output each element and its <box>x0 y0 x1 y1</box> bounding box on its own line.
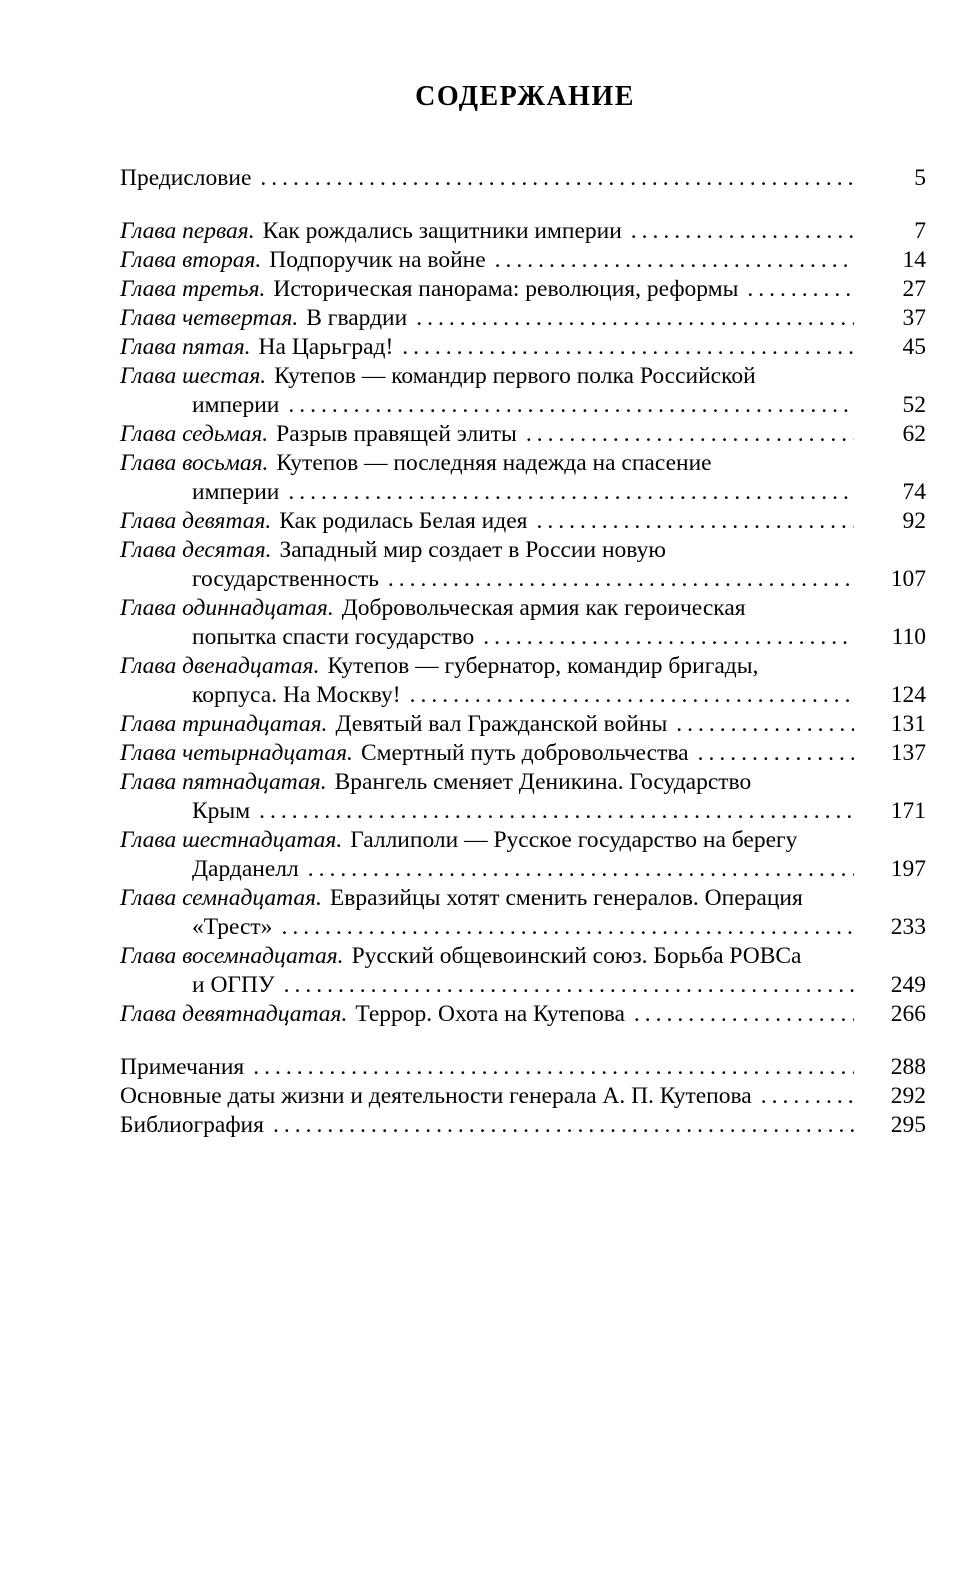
chapter-name: Глава шестая. <box>120 363 267 389</box>
page-number: 197 <box>890 856 926 882</box>
toc-entry <box>120 710 930 739</box>
toc-line <box>120 333 930 362</box>
entry-title: империи <box>192 392 280 418</box>
page-number: 92 <box>902 508 926 534</box>
dot-leader <box>288 478 854 507</box>
entry-title: Разрыв правящей элиты <box>276 421 517 447</box>
chapter-name: Глава девятая. <box>120 508 272 534</box>
toc-entry <box>120 507 930 536</box>
toc-entry <box>120 536 930 594</box>
dot-leader <box>698 739 854 768</box>
toc-line <box>120 246 930 275</box>
toc-entry <box>120 652 930 710</box>
page-number: 266 <box>890 1001 926 1027</box>
dot-leader <box>747 275 854 304</box>
toc-line <box>120 536 930 565</box>
dot-leader <box>634 1000 854 1029</box>
entry-title: Террор. Охота на Кутепова <box>355 1001 625 1027</box>
toc-line <box>120 797 930 826</box>
toc-line <box>120 420 930 449</box>
toc-line <box>120 1111 930 1140</box>
entry-title: Как родилась Белая идея <box>279 508 528 534</box>
chapter-name: Глава восемнадцатая. <box>120 943 344 969</box>
chapter-name: Глава семнадцатая. <box>120 885 322 911</box>
entry-title: Основные даты жизни и деятельности генерала А. П. Кутепова <box>120 1083 752 1109</box>
toc-entry <box>120 333 930 362</box>
entry-title: попытка спасти государство <box>192 624 475 650</box>
entry-title: Историческая панорама: революция, реформы <box>273 276 739 302</box>
entry-title: Дарданелл <box>192 856 299 882</box>
toc-entry <box>120 275 930 304</box>
dot-leader <box>253 1053 854 1082</box>
page-number: 292 <box>890 1083 926 1109</box>
toc-entry <box>120 164 930 193</box>
entry-title: Предисловие <box>120 165 252 191</box>
toc-entry <box>120 449 930 507</box>
chapter-name: Глава двенадцатая. <box>120 653 320 679</box>
entry-title: государственность <box>192 566 379 592</box>
toc-line <box>120 913 930 942</box>
toc-entry <box>120 362 930 420</box>
toc-entry <box>120 884 930 942</box>
dot-leader <box>259 797 854 826</box>
toc-entry <box>120 304 930 333</box>
chapter-name: Глава пятая. <box>120 334 251 360</box>
chapter-name: Глава шестнадцатая. <box>120 827 343 853</box>
chapter-name: Глава десятая. <box>120 537 272 563</box>
page-number: 74 <box>902 479 926 505</box>
page-number: 110 <box>891 624 926 650</box>
toc-line <box>120 507 930 536</box>
dot-leader <box>526 420 854 449</box>
toc-entry <box>120 1082 930 1111</box>
entry-title: Подпоручик на войне <box>269 247 486 273</box>
toc-line <box>120 478 930 507</box>
toc-entry <box>120 942 930 1000</box>
dot-leader <box>761 1082 854 1111</box>
entry-title: и ОГПУ <box>192 972 275 998</box>
entry-title: В гвардии <box>306 305 408 331</box>
toc-entry <box>120 739 930 768</box>
toc-line <box>120 739 930 768</box>
entry-title: Как рождались защитники империи <box>262 218 622 244</box>
dot-leader <box>281 913 854 942</box>
dot-leader <box>483 623 854 652</box>
toc-line <box>120 391 930 420</box>
page-number: 233 <box>890 914 926 940</box>
page-number: 37 <box>902 305 926 331</box>
page-number: 124 <box>890 682 926 708</box>
toc-line <box>120 623 930 652</box>
dot-leader <box>416 304 854 333</box>
entry-title: Смертный путь добровольчества <box>360 740 689 766</box>
page-number: 62 <box>902 421 926 447</box>
entry-title: Врангель сменяет Деникина. Государство <box>334 769 752 795</box>
page-number: 14 <box>902 247 926 273</box>
entry-title: Девятый вал Гражданской войны <box>335 711 668 737</box>
toc-line <box>120 217 930 246</box>
toc-entries <box>120 164 930 1140</box>
entry-title: На Царьград! <box>258 334 394 360</box>
entry-title: Кутепов — губернатор, командир бригады, <box>327 653 759 679</box>
page-number: 137 <box>890 740 926 766</box>
toc-entry <box>120 1053 930 1082</box>
toc-line <box>120 942 930 971</box>
toc-line <box>120 275 930 304</box>
chapter-name: Глава восьмая. <box>120 450 269 476</box>
dot-leader <box>260 164 854 193</box>
page-number: 27 <box>902 276 926 302</box>
toc-entry <box>120 768 930 826</box>
toc-line <box>120 1000 930 1029</box>
toc-line <box>120 362 930 391</box>
entry-title: Русский общевоинский союз. Борьба РОВСа <box>351 943 802 969</box>
entry-title: Кутепов — последняя надежда на спасение <box>276 450 712 476</box>
toc-line <box>120 449 930 478</box>
toc-line <box>120 652 930 681</box>
dot-leader <box>410 681 854 710</box>
chapter-name: Глава четвертая. <box>120 305 299 331</box>
page-number: 7 <box>914 218 926 244</box>
entry-title: Кутепов — командир первого полка Российской <box>274 363 756 389</box>
toc-entry <box>120 217 930 246</box>
toc-line <box>120 971 930 1000</box>
toc-entry <box>120 1111 930 1140</box>
toc-line <box>120 304 930 333</box>
page-number: 107 <box>890 566 926 592</box>
dot-leader <box>631 217 854 246</box>
dot-leader <box>288 391 854 420</box>
toc-line <box>120 164 930 193</box>
entry-title: Примечания <box>120 1054 245 1080</box>
chapter-name: Глава пятнадцатая. <box>120 769 327 795</box>
dot-leader <box>676 710 854 739</box>
page-number: 131 <box>890 711 926 737</box>
toc-line <box>120 594 930 623</box>
chapter-name: Глава тринадцатая. <box>120 711 328 737</box>
page-number: 249 <box>890 972 926 998</box>
toc-line <box>120 1053 930 1082</box>
page-number: 288 <box>890 1054 926 1080</box>
page-number: 295 <box>890 1112 926 1138</box>
page-title: СОДЕРЖАНИЕ <box>415 81 635 112</box>
toc-line <box>120 565 930 594</box>
toc-entry <box>120 420 930 449</box>
dot-leader <box>388 565 854 594</box>
entry-title: Добровольческая армия как героическая <box>341 595 746 621</box>
dot-leader <box>273 1111 854 1140</box>
toc-section-backmatter <box>120 1053 930 1140</box>
dot-leader <box>402 333 854 362</box>
toc-line <box>120 768 930 797</box>
dot-leader <box>536 507 854 536</box>
page-number: 45 <box>902 334 926 360</box>
toc-entry <box>120 1000 930 1029</box>
dot-leader <box>284 971 854 1000</box>
chapter-name: Глава четырнадцатая. <box>120 740 353 766</box>
entry-title: Галлиполи — Русское государство на берегу <box>350 827 798 853</box>
chapter-name: Глава первая. <box>120 218 255 244</box>
chapter-name: Глава вторая. <box>120 247 262 273</box>
chapter-name: Глава седьмая. <box>120 421 269 447</box>
chapter-name: Глава третья. <box>120 276 266 302</box>
entry-title: Евразийцы хотят сменить генералов. Операция <box>329 885 803 911</box>
toc-line <box>120 855 930 884</box>
toc-entry <box>120 594 930 652</box>
toc-section-preface <box>120 164 930 193</box>
page-number: 171 <box>890 798 926 824</box>
entry-title: корпуса. На Москву! <box>192 682 401 708</box>
entry-title: Западный мир создает в России новую <box>279 537 666 563</box>
toc-line <box>120 884 930 913</box>
entry-title: империи <box>192 479 280 505</box>
toc-entry <box>120 826 930 884</box>
toc-entry <box>120 246 930 275</box>
toc-line <box>120 1082 930 1111</box>
dot-leader <box>308 855 854 884</box>
page-number: 5 <box>914 165 926 191</box>
entry-title: Крым <box>192 798 251 824</box>
entry-title: «Трест» <box>192 914 273 940</box>
entry-title: Библиография <box>120 1112 264 1138</box>
chapter-name: Глава девятнадцатая. <box>120 1001 348 1027</box>
toc-line <box>120 710 930 739</box>
page-number: 52 <box>902 392 926 418</box>
toc-line <box>120 681 930 710</box>
toc-section-chapters <box>120 217 930 1029</box>
chapter-name: Глава одиннадцатая. <box>120 595 334 621</box>
toc-line <box>120 826 930 855</box>
dot-leader <box>495 246 854 275</box>
